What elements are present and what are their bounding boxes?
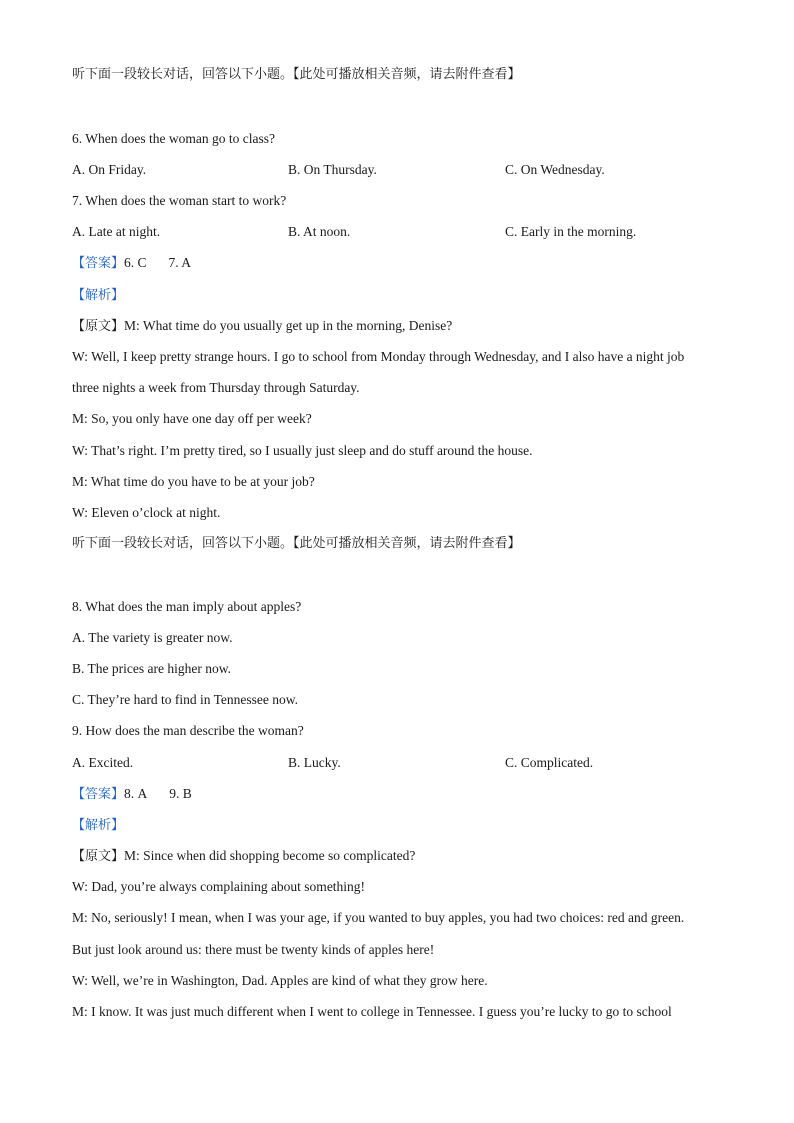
analysis-tag: 【解析】 bbox=[72, 818, 125, 833]
answer-9: 9. B bbox=[169, 786, 192, 801]
transcript-line: W: That’s right. I’m pretty tired, so I usually just sleep and do stuff around the house. bbox=[72, 443, 533, 458]
section1-transcript-first bbox=[72, 317, 452, 336]
q8-option-c: C. They’re hard to find in Tennessee now. bbox=[72, 692, 298, 707]
q6-option-b: B. On Thursday. bbox=[288, 162, 377, 177]
transcript-line: M: Since when did shopping become so complicated? bbox=[124, 848, 416, 863]
q9-option-a: A. Excited. bbox=[72, 755, 134, 770]
transcript-tag: 【原文】 bbox=[72, 849, 125, 864]
analysis-tag: 【解析】 bbox=[72, 288, 125, 303]
answer-tag: 【答案】 bbox=[72, 787, 125, 802]
answer-7: 7. A bbox=[168, 255, 192, 270]
transcript-line: M: No, seriously! I mean, when I was your age, if you wanted to buy apples, you had two choices: red and green. bbox=[72, 910, 685, 925]
q8-question: 8. What does the man imply about apples? bbox=[72, 599, 302, 614]
transcript-line: W: Dad, you’re always complaining about something! bbox=[72, 879, 366, 894]
section2-instruction: 听下面一段较长对话，回答以下小题。【此处可播放相关音频，请去附件查看】 bbox=[72, 536, 521, 551]
transcript-line: W: Well, we’re in Washington, Dad. Apples are kind of what they grow here. bbox=[72, 973, 488, 988]
q9-option-c: C. Complicated. bbox=[505, 755, 594, 770]
transcript-line: M: I know. It was just much different when I went to college in Tennessee. I guess you’re lucky to go to school bbox=[72, 1004, 672, 1019]
q7-option-b: B. At noon. bbox=[288, 224, 351, 239]
q8-option-a: A. The variety is greater now. bbox=[72, 630, 233, 645]
q6-question: 6. When does the woman go to class? bbox=[72, 131, 275, 146]
q9-option-b: B. Lucky. bbox=[288, 755, 341, 770]
section1-instruction: 听下面一段较长对话，回答以下小题。【此处可播放相关音频，请去附件查看】 bbox=[72, 67, 521, 82]
transcript-line: three nights a week from Thursday through Saturday. bbox=[72, 380, 360, 395]
answer-6: 6. C bbox=[124, 255, 147, 270]
section1-analysis-heading bbox=[72, 286, 124, 305]
transcript-line: M: What time do you have to be at your job? bbox=[72, 474, 315, 489]
transcript-line: W: Well, I keep pretty strange hours. I go to school from Monday through Wednesday, and I also have a night job bbox=[72, 349, 685, 364]
transcript-line: M: What time do you usually get up in the morning, Denise? bbox=[124, 318, 453, 333]
q7-option-c: C. Early in the morning. bbox=[505, 224, 637, 239]
answer-8: 8. A bbox=[124, 786, 148, 801]
q6-option-a: A. On Friday. bbox=[72, 162, 147, 177]
transcript-line: But just look around us: there must be twenty kinds of apples here! bbox=[72, 942, 435, 957]
transcript-line: M: So, you only have one day off per week? bbox=[72, 411, 312, 426]
transcript-tag: 【原文】 bbox=[72, 319, 125, 334]
q7-question: 7. When does the woman start to work? bbox=[72, 193, 287, 208]
q7-option-a: A. Late at night. bbox=[72, 224, 161, 239]
section1-answer bbox=[72, 254, 191, 273]
q8-option-b: B. The prices are higher now. bbox=[72, 661, 231, 676]
section2-transcript-first bbox=[72, 847, 415, 866]
answer-tag: 【答案】 bbox=[72, 256, 125, 271]
transcript-line: W: Eleven o’clock at night. bbox=[72, 505, 221, 520]
q6-option-c: C. On Wednesday. bbox=[505, 162, 605, 177]
section2-analysis-heading bbox=[72, 816, 124, 835]
section2-answer bbox=[72, 785, 192, 804]
q9-question: 9. How does the man describe the woman? bbox=[72, 723, 304, 738]
